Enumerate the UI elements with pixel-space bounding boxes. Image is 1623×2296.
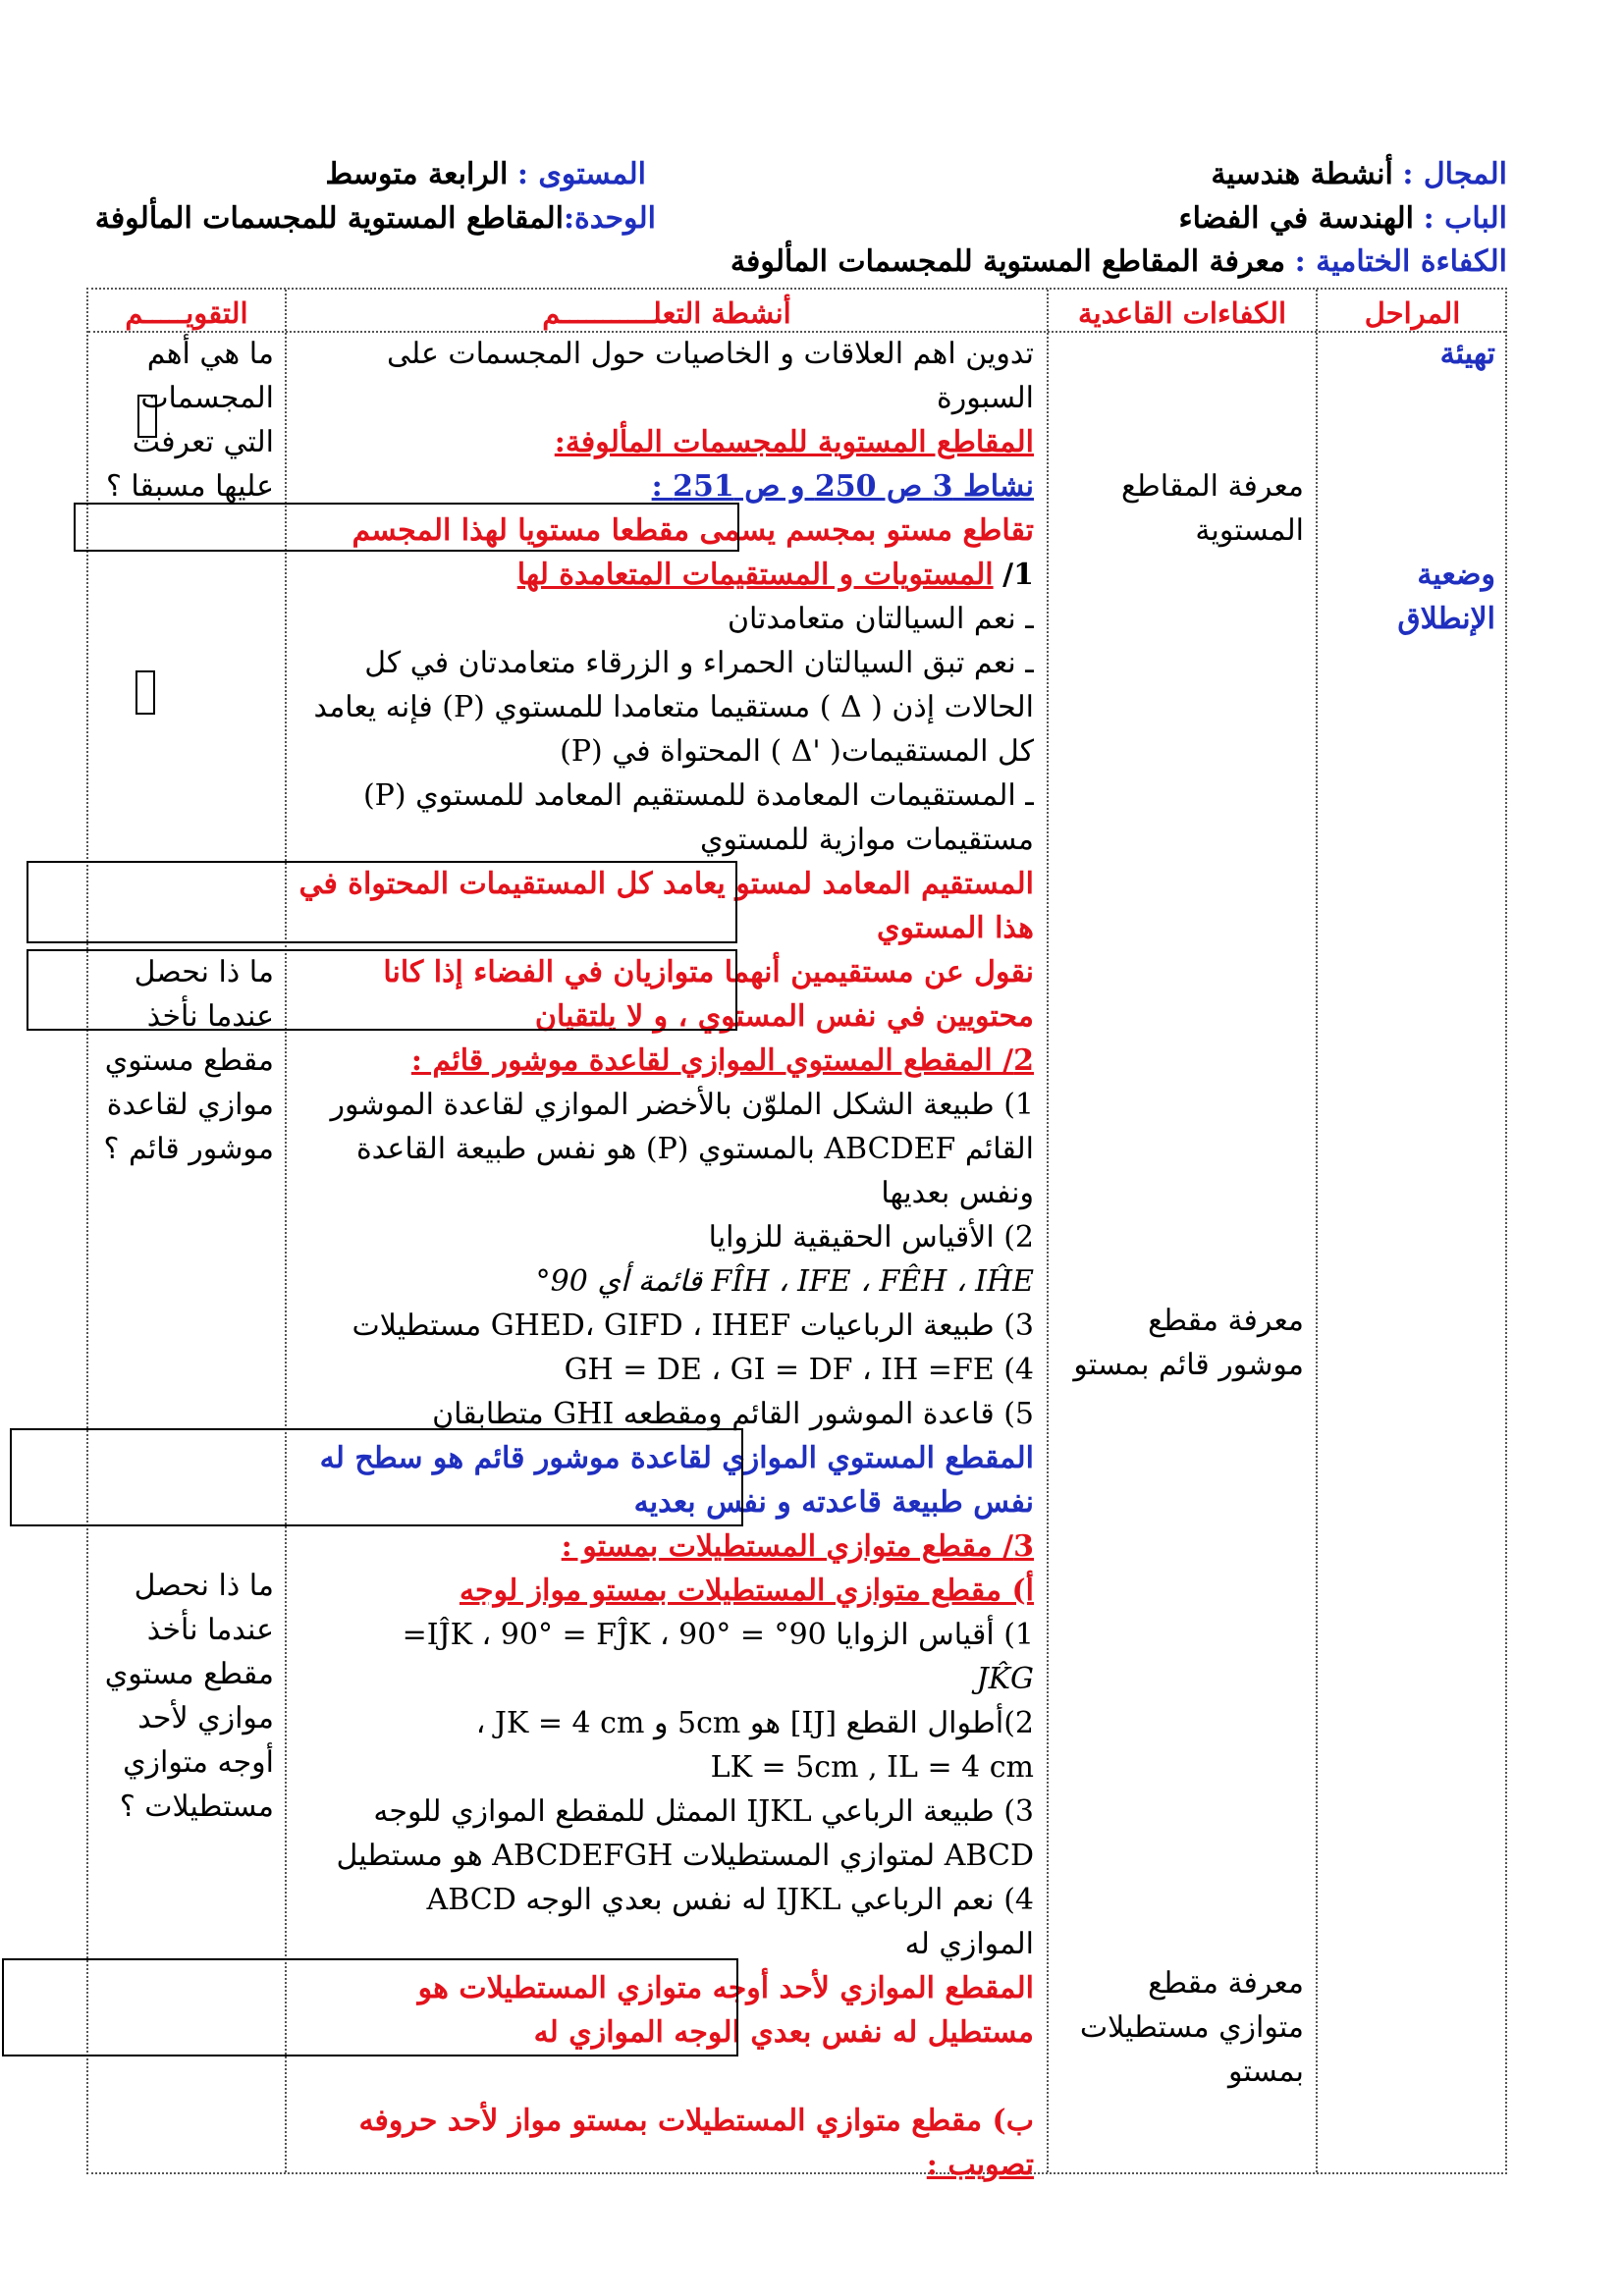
unit-line xyxy=(95,199,656,239)
stage-launch-1: وضعية xyxy=(1417,558,1495,592)
activity-line: الموازي له xyxy=(904,1927,1034,1961)
activity-line: 4) نعم الرباعي IJKL له نفس بعدي الوجه ABCD xyxy=(426,1883,1034,1917)
col-divider-2 xyxy=(1047,290,1049,2172)
level-value: الرابعة متوسط xyxy=(325,157,509,191)
activity-line: 2)أطوال القطع [IJ] هو 5cm و JK = 4 cm ، xyxy=(475,1706,1034,1740)
chapter-value: الهندسة في الفضاء xyxy=(1178,201,1415,236)
activity-line: تدوين اهم العلاقات و الخاصيات حول المجسمات على xyxy=(387,337,1034,371)
field-label: المجال : xyxy=(1402,157,1507,191)
highlight-box xyxy=(74,503,739,552)
activity-reference: نشاط 3 ص 250 و ص 251 : xyxy=(651,469,1034,504)
competency-text: بمستو xyxy=(1227,2055,1304,2089)
evaluation-text: التي تعرفت xyxy=(132,425,274,459)
rule-line: المستقيم المعامد لمستو يعامد كل المستقيمات المحتواة في xyxy=(298,867,1034,901)
evaluation-text: مقطع مستوي xyxy=(104,1657,274,1691)
spacer-line xyxy=(278,2055,1034,2099)
competency-prism-section xyxy=(1049,1299,1304,1387)
definition-line: تقاطع مستو بمجسم يسمى مقطعا مستويا لهذا المجسم xyxy=(352,513,1034,548)
activity-line: مستقيمات موازية للمستوي xyxy=(700,823,1034,857)
evaluation-text: موازي لقاعدة xyxy=(106,1088,274,1122)
header-stages: المراحل xyxy=(1364,296,1461,330)
field-line xyxy=(1211,155,1507,194)
activity-line: السبورة xyxy=(937,381,1034,415)
activity-line: 3) طبيعة الرباعيات GHED، GIFD ، IHEF مستطيلات xyxy=(352,1308,1034,1343)
competency-plane-sections xyxy=(1058,464,1304,553)
evaluation-q1 xyxy=(97,332,274,508)
evaluation-text: أوجه متوازي xyxy=(123,1745,274,1780)
stage-warmup: تهيئة xyxy=(1439,337,1495,371)
activity-line: كل المستقيمات( 'Δ ) المحتواة في (P) xyxy=(560,734,1034,769)
angle-line: FÎH ، IFE ، FÊH ، IĤE قائمة أي 90° xyxy=(535,1264,1034,1299)
evaluation-text: ما ذا نحصل xyxy=(134,955,274,989)
chapter-label: الباب : xyxy=(1423,201,1507,236)
competency-cuboid-section xyxy=(1049,1961,1304,2094)
level-line xyxy=(325,155,646,194)
activity-line: ـ المستقيمات المعامدة للمستقيم المعامد للمستوي (P) xyxy=(362,778,1034,813)
competency-text: معرفة مقطع xyxy=(1148,1966,1304,2001)
evaluation-text: عندما نأخذ xyxy=(146,1613,274,1647)
checkbox-mark xyxy=(135,670,155,715)
evaluation-text: عندما نأخذ xyxy=(146,999,274,1034)
activity-line: 5) قاعدة الموشور القائم ومقطعه GHI متطابقان xyxy=(432,1397,1034,1431)
competency-text: موشور قائم بمستو xyxy=(1073,1348,1304,1382)
competency-text: متوازي مستطيلات xyxy=(1079,2010,1304,2045)
activity-line: LK = 5cm , IL = 4 cm xyxy=(710,1750,1034,1785)
activity-line: ـ نعم السيالتان متعامدتان xyxy=(727,602,1034,636)
evaluation-text: موشور قائم ؟ xyxy=(103,1132,274,1166)
correction-label: تصويب : xyxy=(926,2148,1034,2182)
rule-line: مستطيل له نفس بعدي الوجه الموازي له xyxy=(533,2015,1034,2050)
col-divider-1 xyxy=(1316,290,1318,2172)
competency-label: الكفاءة الختامية : xyxy=(1294,244,1507,279)
competency-text: معرفة المقاطع xyxy=(1120,469,1304,504)
activity-line: ـ نعم تبق السيالتان الحمراء و الزرقاء متعامدتان في كل xyxy=(364,646,1034,680)
activity-line: 1) أقياس الزوايا 90° = IĴK ، 90° = FĴK ، 90°= xyxy=(402,1618,1034,1652)
learning-activities xyxy=(278,332,1034,2187)
section-title-2: 2/ المقطع المستوي الموازي لقاعدة موشور قائم : xyxy=(410,1043,1034,1078)
rule-line: هذا المستوي xyxy=(877,911,1034,945)
activity-line: 2) الأقياس الحقيقية للزوايا xyxy=(708,1220,1034,1255)
evaluation-text: ما هي أهم xyxy=(146,337,274,371)
evaluation-q3 xyxy=(97,1564,274,1829)
highlight-box xyxy=(27,861,737,943)
competency-line xyxy=(730,242,1507,282)
activity-heading: المقاطع المستوية للمجسمات المألوفة: xyxy=(554,425,1034,459)
competency-text: المستوية xyxy=(1195,513,1304,548)
highlight-box xyxy=(27,949,737,1031)
activity-heading-1 xyxy=(278,553,1034,597)
activity-line: 1) طبيعة الشكل الملوّن بالأخضر الموازي لقاعدة الموشور xyxy=(330,1088,1034,1122)
field-value: أنشطة هندسية xyxy=(1211,157,1393,191)
stage-launch-2: الإنطلاق xyxy=(1397,602,1495,636)
subsection-title-a: أ) مقطع متوازي المستطيلات بمستو مواز لوجه xyxy=(459,1574,1034,1608)
level-label: المستوى : xyxy=(516,157,646,191)
evaluation-text: موازي لأحد xyxy=(137,1701,274,1735)
header-evaluation: التقويـــــم xyxy=(125,296,248,330)
evaluation-text: مستطيلات ؟ xyxy=(119,1789,274,1824)
evaluation-text: ما ذا نحصل xyxy=(134,1569,274,1603)
evaluation-text: عليها مسبقا ؟ xyxy=(105,469,274,504)
competency-value: معرفة المقاطع المستوية للمجسمات المألوفة xyxy=(730,244,1286,279)
rule-line: نقول عن مستقيمين أنهما متوازيان في الفضاء إذا كانا xyxy=(383,955,1034,989)
activity-line: 3) طبيعة الرباعي IJKL الممثل للمقطع الموازي للوجه xyxy=(373,1794,1034,1829)
section-title-3: 3/ مقطع متوازي المستطيلات بمستو : xyxy=(561,1529,1034,1564)
evaluation-text: المجسمات xyxy=(140,381,274,415)
unit-label: الوحدة: xyxy=(563,201,656,236)
subsection-title-b: ب) مقطع متوازي المستطيلات بمستو مواز لأحد حروفه xyxy=(358,2104,1034,2138)
checkbox-mark xyxy=(137,395,157,438)
competency-text: معرفة مقطع xyxy=(1148,1304,1304,1338)
activity-line: ونفس بعديها xyxy=(881,1176,1034,1210)
section-title: المستويات و المستقيمات المتعامدة لها xyxy=(516,558,994,592)
activity-line: ABCD لمتوازي المستطيلات ABCDEFGH هو مستطيل xyxy=(336,1839,1034,1873)
highlight-box xyxy=(10,1428,743,1526)
highlight-box xyxy=(2,1958,738,2056)
header-base-competencies: الكفاءات القاعدية xyxy=(1077,296,1287,330)
rule-line: المقطع المستوي الموازي لقاعدة موشور قائم هو سطح له xyxy=(319,1441,1034,1475)
unit-value: المقاطع المستوية للمجسمات المألوفة xyxy=(94,201,564,236)
chapter-line xyxy=(1179,199,1507,239)
evaluation-text: مقطع مستوي xyxy=(104,1043,274,1078)
activity-line: القائم ABCDEF بالمستوي (P) هو نفس طبيعة القاعدة xyxy=(355,1132,1034,1166)
rule-line: نفس طبيعة قاعدته و نفس بعديه xyxy=(633,1485,1034,1520)
rule-line: محتويين في نفس المستوي ، و لا يلتقيان xyxy=(534,999,1034,1034)
angle-line: JK̂G xyxy=(976,1662,1034,1696)
activity-line: الحالات إذن ( Δ ) مستقيما متعامدا للمستوي (P) فإنه يعامد xyxy=(313,690,1034,724)
header-learning-activities: أنشطة التعلـــــــــــم xyxy=(542,296,791,330)
activity-line: 4) GH = DE ، GI = DF ، IH =FE xyxy=(564,1353,1034,1387)
section-number: 1/ xyxy=(1002,558,1034,592)
rule-line: المقطع الموازي لأحد أوجه متوازي المستطيلات هو xyxy=(417,1971,1034,2005)
